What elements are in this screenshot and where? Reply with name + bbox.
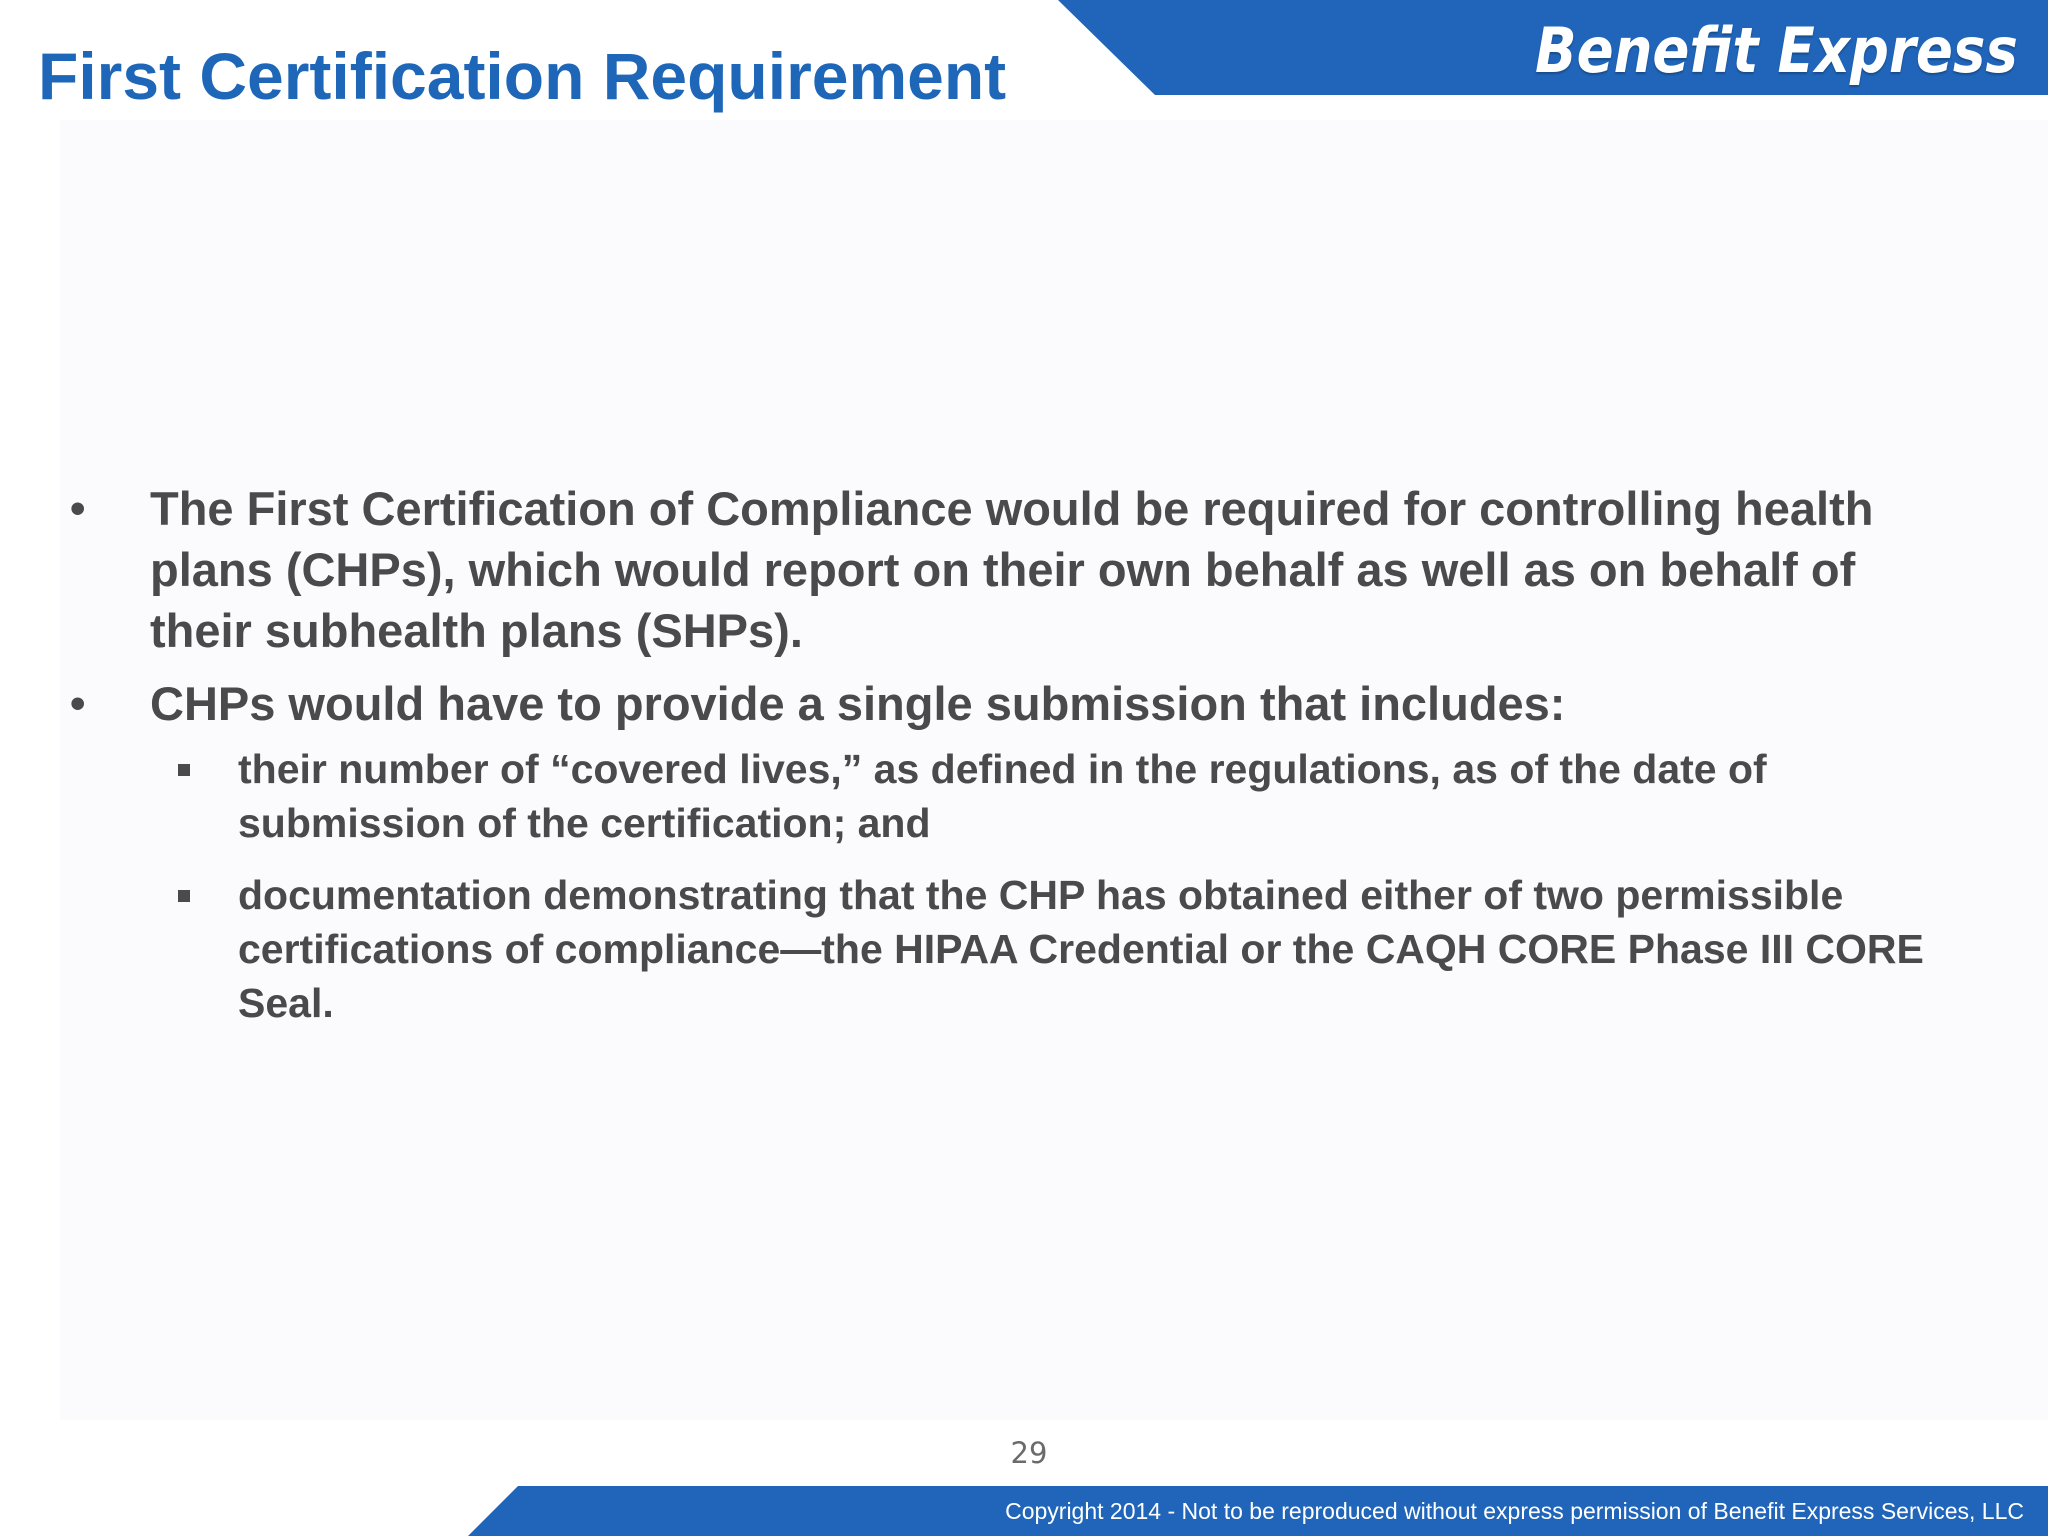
bullet-dot-icon: • — [70, 679, 86, 728]
bullet-item-1 — [0, 478, 2048, 661]
bullet-text: CHPs would have to provide a single submission that includes: — [150, 677, 1566, 730]
copyright-notice: Copyright 2014 - Not to be reproduced without express permission of Benefit Express Services, LLC — [1005, 1498, 2024, 1524]
square-bullet-icon — [178, 890, 190, 902]
sub-bullet-list — [150, 742, 1968, 1030]
bullet-item-2 — [0, 673, 2048, 1030]
sub-bullet-item-1 — [150, 742, 1968, 850]
sub-bullet-text: their number of “covered lives,” as defined in the regulations, as of the date of submission of the certification; and — [238, 746, 1767, 846]
bullet-dot-icon: • — [70, 484, 86, 533]
bullet-text: The First Certification of Compliance would be required for controlling health plans (CHPs), which would report on their own behalf as well as on behalf of their subhealth plans (SHPs). — [150, 482, 1874, 657]
sub-bullet-text: documentation demonstrating that the CHP has obtained either of two permissible certifications of compliance—the HIPAA Credential or the CAQH CORE Phase III CORE Seal. — [238, 872, 1924, 1026]
sub-bullet-item-2 — [150, 868, 1968, 1030]
page-number: 29 — [1010, 1436, 1048, 1470]
square-bullet-icon — [178, 764, 190, 776]
page-title: First Certification Requirement — [38, 39, 1007, 113]
bullet-list — [0, 478, 2048, 1048]
benefit-express-logo: Benefit Express — [1535, 14, 2018, 87]
